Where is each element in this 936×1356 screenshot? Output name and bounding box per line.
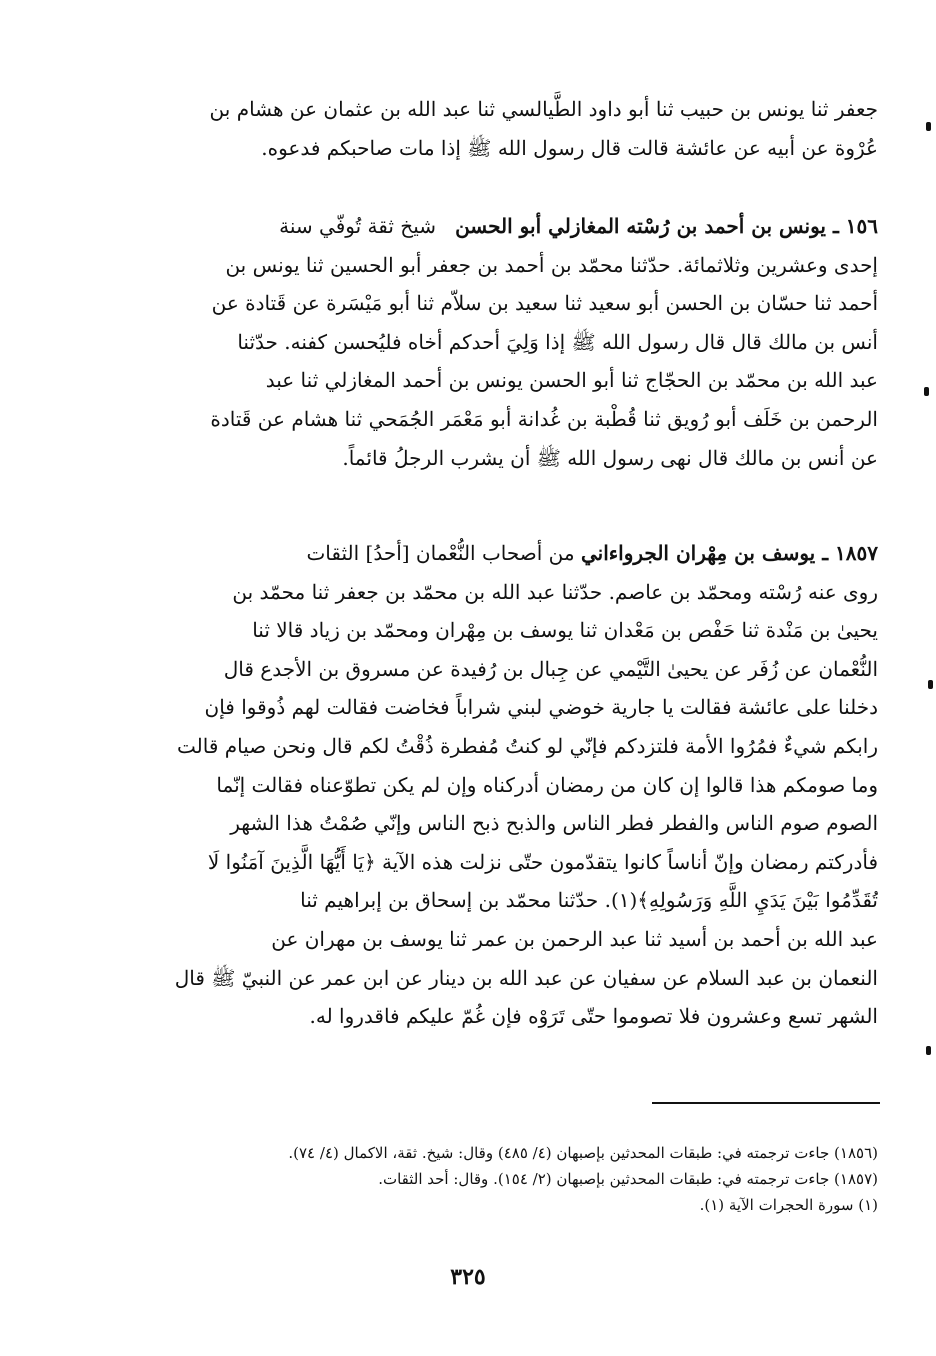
footnote: (١٨٥٧) جاءت ترجمته في: طبقات المحدثين بإصبهان (٢/ ١٥٤). وقال: أحد الثقات. bbox=[378, 1170, 878, 1188]
text-line: الصوم صوم الناس والفطر فطر الناس والذبح ذبح الناس وإنّي صُمْتُ هذا الشهر bbox=[230, 811, 878, 836]
text-line: عبد الله بن أحمد بن أسيد ثنا عبد الرحمن بن عمر ثنا يوسف بن مهران عن bbox=[271, 926, 878, 951]
text-line: رابكم شيءٌ فمُرُوا الأمة فلتزدكم فإنّي لو كنتُ مُفطرة ذُقْتُ لكم قال ونحن صيام قالت bbox=[177, 733, 878, 758]
text-line: الرحمن بن خَلَف أبو رُويق ثنا قُطْبة بن غُدانة أبو مَعْمَر الجُمَحي ثنا هشام عن قَتادة bbox=[210, 406, 878, 431]
text-line: أنس بن مالك قال قال رسول الله ﷺ إذا وَلِيَ أحدكم أخاه فليُحسن كفنه. حدّثنا bbox=[237, 329, 878, 354]
entry-heading-rest: شيخ ثقة تُوفّي سنة bbox=[279, 214, 436, 238]
hadith-paragraph bbox=[118, 90, 878, 167]
margin-mark bbox=[928, 680, 933, 689]
text-line: يحيىٰ بن مَنْدة ثنا حَفْص بن مَعْدان ثنا يوسف بن مِهْران ومحمّد بن زياد قالا ثنا bbox=[252, 618, 878, 643]
text-line bbox=[118, 207, 878, 246]
footnote-divider bbox=[652, 1102, 880, 1104]
biography-entry-1857 bbox=[118, 534, 878, 1036]
text-line bbox=[118, 534, 878, 573]
text-line: دخلنا على عائشة فقالت يا جارية خوضي لبني شراباً فخاضت فقالت لهم ذُوقوا فإن bbox=[204, 695, 878, 720]
entry-heading: ١٥٦ ـ يونس بن أحمد بن رُسْته المغازلي أبو الحسن bbox=[455, 214, 878, 238]
text-line: فأدركتم رمضان وإنّ أناساً كانوا يتقدّمون حتّى نزلت هذه الآية ﴿يَا أَيُّهَا الَّذِينَ آمَنُوا لَا bbox=[207, 849, 878, 874]
margin-mark bbox=[926, 122, 931, 131]
text-line: روى عنه رُسْته ومحمّد بن عاصم. حدّثنا عبد الله بن محمّد بن جعفر ثنا محمّد بن bbox=[232, 579, 878, 604]
footnotes bbox=[118, 1140, 878, 1218]
text-line: أحمد ثنا حسّان بن الحسن أبو سعيد ثنا سعيد بن سلاّم ثنا أبو مَيْسَرة عن قَتادة عن bbox=[211, 291, 878, 316]
text-line: النعمان بن عبد السلام عن سفيان عن عبد الله بن دينار عن ابن عمر عن النبيّ ﷺ قال bbox=[174, 965, 878, 990]
footnote: (١) سورة الحجرات الآية (١). bbox=[699, 1196, 878, 1214]
text-line: جعفر ثنا يونس بن حبيب ثنا أبو داود الطَّيالسي ثنا عبد الله بن عثمان عن هشام بن bbox=[209, 97, 878, 121]
margin-mark bbox=[926, 1046, 931, 1055]
quran-verse-line: تُقَدِّمُوا بَيْنَ يَدَيِ اللَّهِ وَرَسُولِهِ﴾(١). حدّثنا محمّد بن إسحاق بن إبراهيم ثنا bbox=[300, 888, 878, 913]
text-line: عُرْوة عن أبيه عن عائشة قالت قال رسول الله ﷺ إذا مات صاحبكم فدعوه. bbox=[261, 135, 878, 160]
text-line: الشهر تسع وعشرون فلا تصوموا حتّى تَرَوْه فإن غُمّ عليكم فاقدروا له. bbox=[309, 1004, 878, 1029]
text-line: عن أنس بن مالك قال نهى رسول الله ﷺ أن يشرب الرجلُ قائماً. bbox=[342, 445, 878, 470]
text-line: وما صومكم هذا قالوا إن كان من رمضان أدركناه وإن لم يكن تطوّعناه فقالت إنّما bbox=[216, 772, 878, 797]
text-line: عبد الله بن محمّد بن الحجّاج ثنا أبو الحسن يونس بن أحمد المغازلي ثنا عبد bbox=[265, 368, 878, 393]
page-number: ٣٢٥ bbox=[450, 1264, 486, 1290]
footnote: (١٨٥٦) جاءت ترجمته في: طبقات المحدثين بإصبهان (٤/ ٤٨٥) وقال: شيخ. ثقة، الاكمال (٤/ ٧٤). bbox=[288, 1144, 878, 1162]
text-line: النُّعْمان عن زُفَر عن يحيىٰ التَّيْمي عن جِبال بن رُفيدة عن مسروق بن الأجدع قال bbox=[223, 656, 878, 681]
biography-entry-1856 bbox=[118, 207, 878, 477]
entry-heading: ١٨٥٧ ـ يوسف بن مِهْران الجرواءاني bbox=[580, 541, 878, 565]
margin-mark bbox=[924, 387, 929, 396]
entry-heading-rest: من أصحاب النُّعْمان [أحدُ] الثقات bbox=[306, 541, 575, 565]
text-line: إحدى وعشرين وثلاثمائة. حدّثنا محمّد بن أحمد بن جعفر أبو الحسين ثنا يونس بن bbox=[225, 252, 878, 277]
